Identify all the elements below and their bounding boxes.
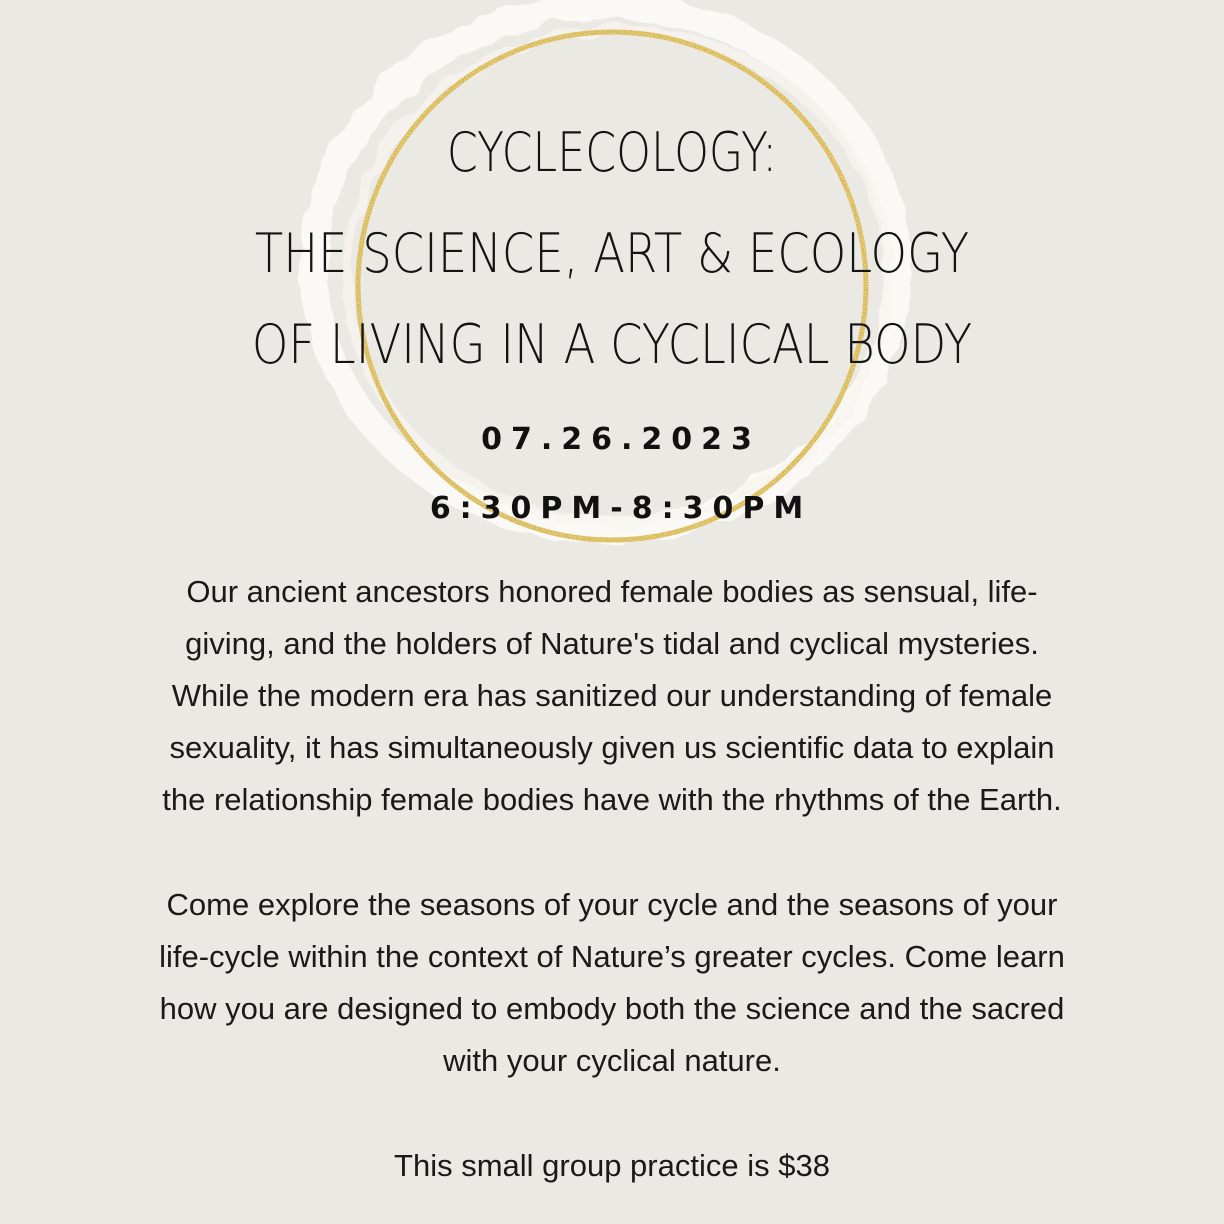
paragraph-1-line: sexuality, it has simultaneously given us scientific data to explain [169, 730, 1055, 765]
description-paragraph-2 [40, 879, 1184, 1087]
paragraph-1-line: giving, and the holders of Nature's tidal and cyclical mysteries. [185, 626, 1039, 661]
title-line-3: OF LIVING IN A CYCLICAL BODY [251, 313, 973, 376]
price-line: This small group practice is $38 [394, 1148, 830, 1183]
paragraph-2-line: with your cyclical nature. [443, 1043, 781, 1078]
paragraph-2-line: Come explore the seasons of your cycle and the seasons of your [166, 887, 1058, 922]
paragraph-2-line: how you are designed to embody both the science and the sacred [159, 991, 1065, 1026]
paragraph-2-line: life-cycle within the context of Nature’s greater cycles. Come learn [159, 939, 1065, 974]
price-text [40, 1140, 1184, 1192]
description-paragraph-1 [40, 566, 1184, 826]
paragraph-1-line: the relationship female bodies have with the rhythms of the Earth. [162, 782, 1062, 817]
event-date: 07.26.2023 [481, 422, 761, 457]
paragraph-1-line: While the modern era has sanitized our understanding of female [171, 678, 1053, 713]
title-line-1: CYCLECOLOGY: [446, 121, 778, 184]
title-line-2: THE SCIENCE, ART & ECOLOGY [254, 222, 970, 285]
event-time: 6:30PM-8:30PM [429, 491, 813, 526]
paragraph-1-line: Our ancient ancestors honored female bodies as sensual, life- [186, 574, 1038, 609]
